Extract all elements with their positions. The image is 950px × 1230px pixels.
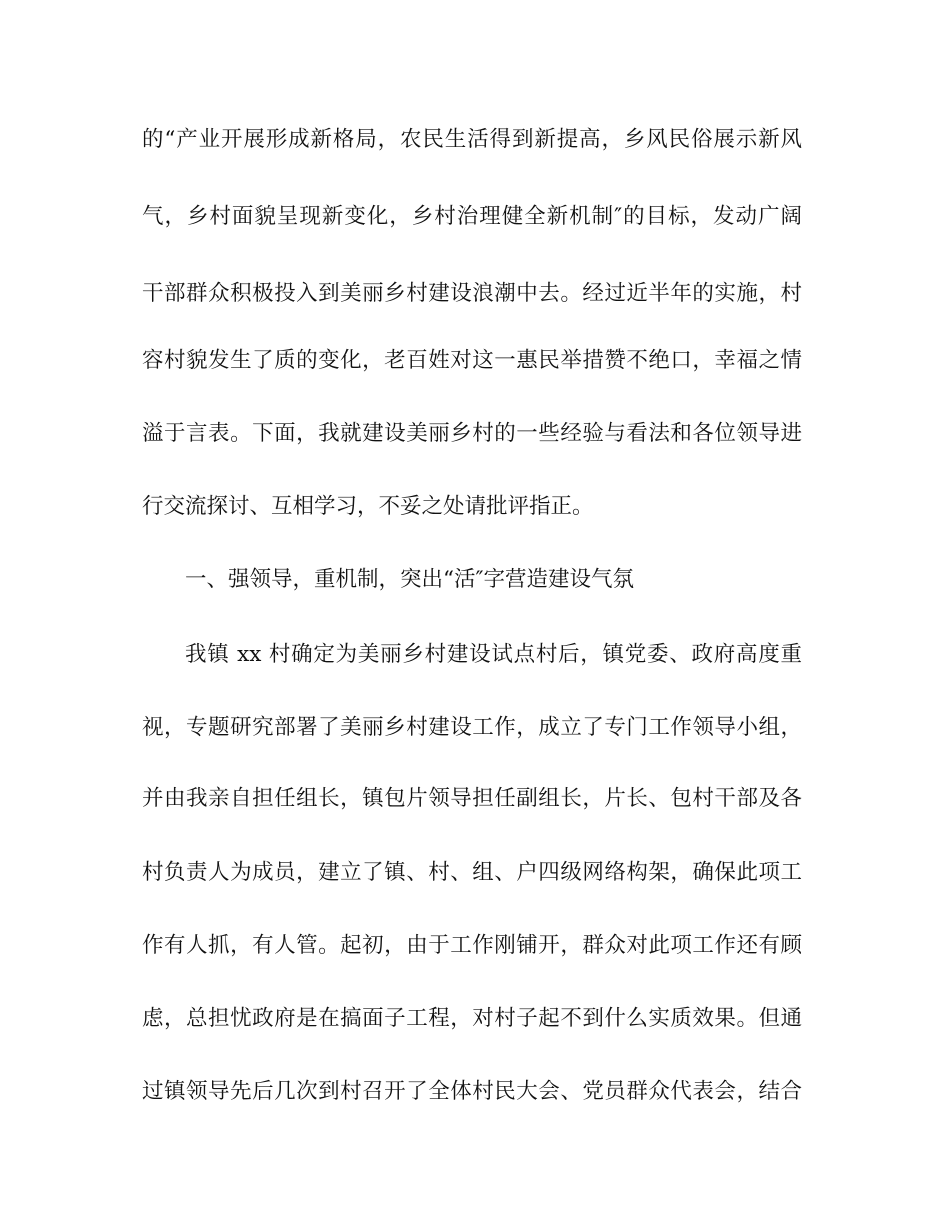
paragraph-2-line-2: 视，专题研究部署了美丽乡村建设工作，成立了专门工作领导小组，: [142, 715, 802, 740]
paragraph-2-line-5: 作有人抓，有人管。起初，由于工作刚铺开，群众对此项工作还有顾: [142, 933, 802, 958]
paragraph-1-line-1: 的“产业开展形成新格局，农民生活得到新提高，乡风民俗展示新风: [142, 127, 802, 152]
paragraph-2-line-3: 并由我亲自担任组长，镇包片领导担任副组长，片长、包村干部及各: [142, 786, 802, 811]
paragraph-1-line-6: 行交流探讨、互相学习，不妥之处请批评指正。: [142, 494, 594, 519]
paragraph-1-line-5: 溢于言表。下面，我就建设美丽乡村的一些经验与看法和各位领导进: [142, 421, 802, 446]
paragraph-1-line-2: 气，乡村面貌呈现新变化，乡村治理健全新机制″的目标，发动广阔: [142, 204, 802, 229]
paragraph-2-line-1: 我镇 xx 村确定为美丽乡村建设试点村后，镇党委、政府高度重: [185, 642, 802, 667]
paragraph-1-line-4: 容村貌发生了质的变化，老百姓对这一惠民举措赞不绝口，幸福之情: [142, 348, 802, 373]
paragraph-2-line-7: 过镇领导先后几次到村召开了全体村民大会、党员群众代表会，结合: [142, 1079, 802, 1104]
section-heading: 一、强领导，重机制，突出“活″字营造建设气氛: [185, 567, 635, 592]
paragraph-1-line-3: 干部群众积极投入到美丽乡村建设浪潮中去。经过近半年的实施，村: [142, 281, 802, 306]
paragraph-2-line-6: 虑，总担忧政府是在搞面子工程，对村子起不到什么实质效果。但通: [142, 1006, 802, 1031]
paragraph-2-line-4: 村负责人为成员，建立了镇、村、组、户四级网络构架，确保此项工: [142, 860, 802, 885]
